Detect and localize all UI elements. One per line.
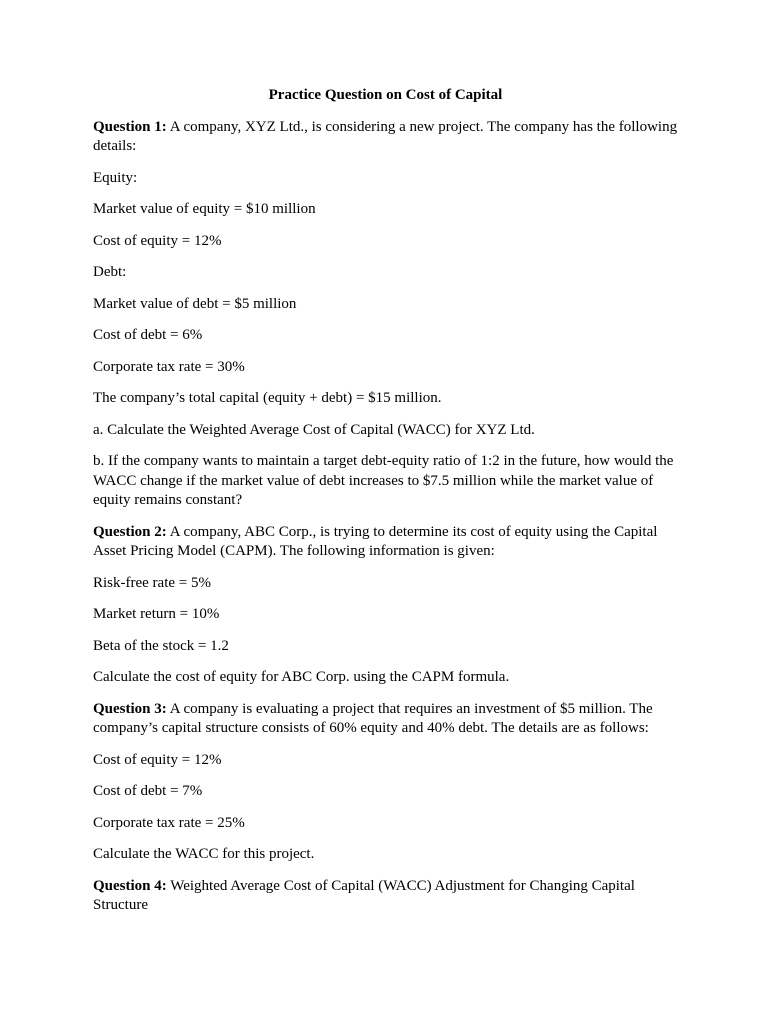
question-3-task: Calculate the WACC for this project. [93, 846, 315, 862]
question-2-intro [93, 523, 678, 562]
document-page [93, 86, 678, 928]
tax-rate-q3: Corporate tax rate = 25% [93, 814, 245, 831]
market-value-debt: Market value of debt = $5 million [93, 295, 297, 312]
question-4-label: Question 4: [93, 877, 167, 894]
question-1-label: Question 1: [93, 118, 167, 135]
question-3-intro [93, 700, 678, 739]
cost-of-debt-q3: Cost of debt = 7% [93, 783, 203, 799]
risk-free-rate: Risk-free rate = 5% [93, 574, 211, 591]
cost-of-debt-q1: Cost of debt = 6% [93, 327, 203, 343]
tax-rate-q1: Corporate tax rate = 30% [93, 358, 245, 375]
question-3-label: Question 3: [93, 700, 167, 717]
market-return: Market return = 10% [93, 606, 220, 622]
total-capital: The company’s total capital (equity + debt) = $15 million. [93, 390, 442, 406]
stock-beta: Beta of the stock = 1.2 [93, 637, 229, 654]
question-1-intro [93, 118, 678, 157]
question-2-label: Question 2: [93, 523, 167, 540]
document-title: Practice Question on Cost of Capital [268, 87, 503, 103]
cost-of-equity-q1: Cost of equity = 12% [93, 232, 222, 249]
question-4-text: Weighted Average Cost of Capital (WACC) Adjustment for Changing Capital Structure [93, 877, 635, 913]
debt-heading: Debt: [93, 264, 127, 280]
question-2-task: Calculate the cost of equity for ABC Corp. using the CAPM formula. [93, 669, 510, 685]
equity-heading: Equity: [93, 169, 138, 186]
cost-of-equity-q3: Cost of equity = 12% [93, 751, 222, 768]
question-3-text: A company is evaluating a project that requires an investment of $5 million. The company’s capital structure consists of 60% equity and 40% debt. The details are as follows: [93, 700, 653, 736]
question-4-intro [93, 877, 678, 916]
question-1-text: A company, XYZ Ltd., is considering a new project. The company has the following details: [93, 118, 678, 154]
question-1-part-a: a. Calculate the Weighted Average Cost of Capital (WACC) for XYZ Ltd. [93, 421, 535, 438]
question-2-text: A company, ABC Corp., is trying to determine its cost of equity using the Capital Asset Pricing Model (CAPM). The following information is given: [93, 523, 658, 559]
question-1-part-b: b. If the company wants to maintain a target debt-equity ratio of 1:2 in the future, how would the WACC change if the market value of debt increases to $7.5 million while the market value of equity remains constant? [93, 453, 674, 508]
market-value-equity: Market value of equity = $10 million [93, 201, 316, 217]
